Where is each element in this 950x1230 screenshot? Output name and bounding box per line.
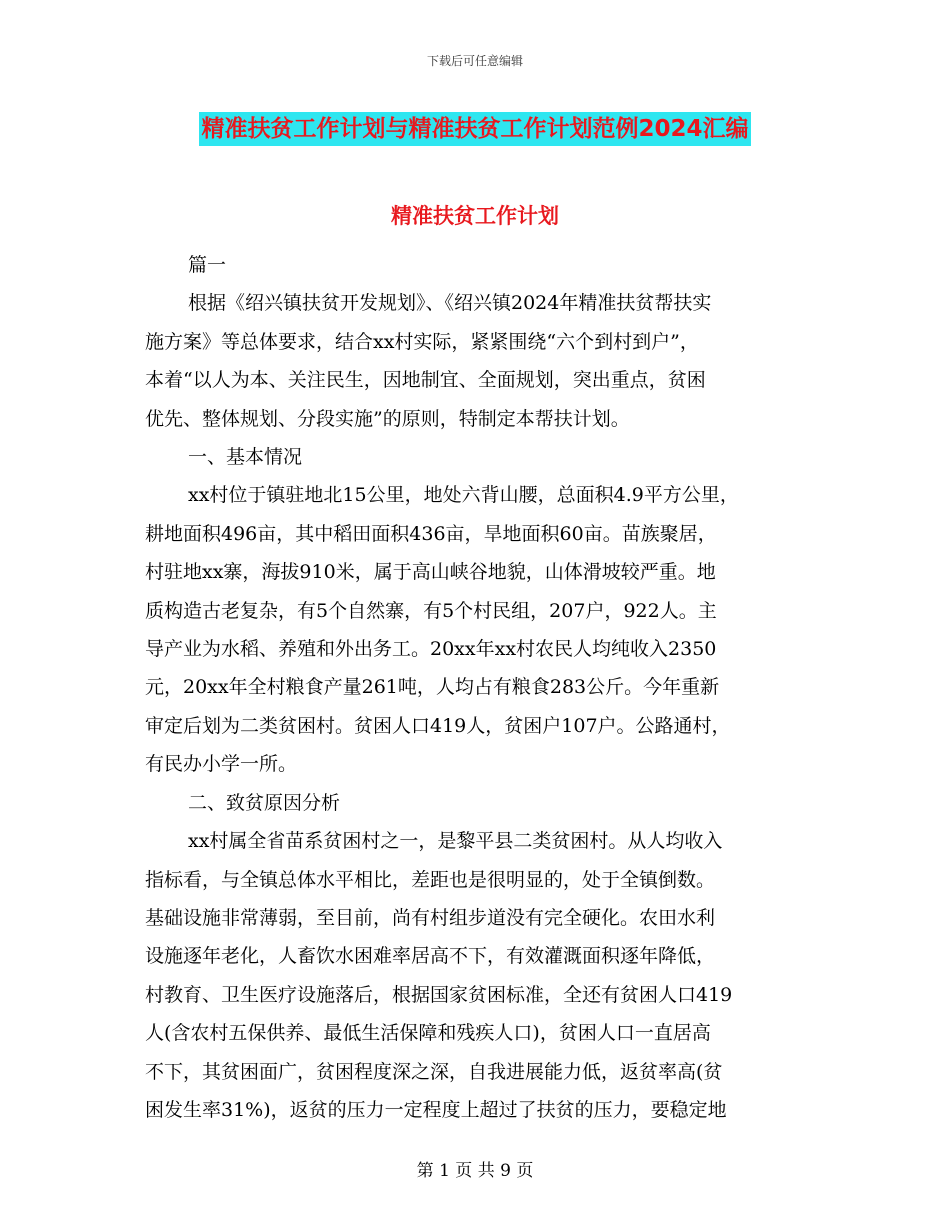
text-line: xx村位于镇驻地北15公里，地处六背山腰，总面积4.9平方公里， bbox=[188, 484, 739, 507]
text-line: 本着“以人为本、关注民生，因地制宜、全面规划，突出重点，贫困 bbox=[145, 369, 706, 392]
text-line: 设施逐年老化，人畜饮水困难率居高不下，有效灌溉面积逐年降低， bbox=[145, 945, 716, 968]
text-line: 村驻地xx寨，海拔910米，属于高山峡谷地貌，山体滑坡较严重。地 bbox=[145, 561, 716, 584]
header-note: 下载后可任意编辑 bbox=[426, 54, 523, 68]
text-line: 村教育、卫生医疗设施落后，根据国家贫困标准，全还有贫困人口419 bbox=[145, 983, 733, 1006]
text-line: 指标看，与全镇总体水平相比，差距也是很明显的，处于全镇倒数。 bbox=[145, 868, 716, 891]
text-line: 耕地面积496亩，其中稻田面积436亩，旱地面积60亩。苗族聚居， bbox=[145, 522, 717, 545]
text-line: 基础设施非常薄弱，至目前，尚有村组步道没有完全硬化。农田水利 bbox=[145, 906, 716, 929]
text-line: 导产业为水稻、养殖和外出务工。20xx年xx村农民人均纯收入2350 bbox=[145, 638, 717, 661]
text-line: 不下，其贫困面广，贫困程度深之深，自我进展能力低，返贫率高(贫 bbox=[145, 1060, 723, 1083]
document-title: 精准扶贫工作计划与精准扶贫工作计划范例2024汇编 bbox=[199, 112, 750, 146]
text-line: 优先、整体规划、分段实施”的原则，特制定本帮扶计划。 bbox=[145, 407, 630, 430]
text-line: 一、基本情况 bbox=[188, 446, 303, 469]
text-line: 质构造古老复杂，有5个自然寨，有5个村民组，207户，922人。主 bbox=[145, 599, 717, 622]
document-title-container bbox=[0, 112, 950, 146]
section-title: 精准扶贫工作计划 bbox=[391, 204, 559, 228]
text-line: 审定后划为二类贫困村。贫困人口419人，贫困户107户。公路通村， bbox=[145, 714, 731, 737]
text-line: 二、致贫原因分析 bbox=[188, 791, 341, 814]
page-footer: 第 1 页 共 9 页 bbox=[416, 1161, 534, 1181]
text-line: 元，20xx年全村粮食产量261吨，人均占有粮食283公斤。今年重新 bbox=[145, 676, 720, 699]
text-line: 有民办小学一所。 bbox=[145, 753, 298, 776]
text-line: 施方案》等总体要求，结合xx村实际，紧紧围绕“六个到村到户”， bbox=[145, 330, 699, 353]
text-line: 人(含农村五保供养、最低生活保障和残疾人口)，贫困人口一直居高 bbox=[145, 1022, 711, 1045]
text-line: 困发生率31%)，返贫的压力一定程度上超过了扶贫的压力，要稳定地 bbox=[145, 1098, 727, 1121]
text-line: 篇一 bbox=[188, 254, 227, 276]
text-line: 根据《绍兴镇扶贫开发规划》、《绍兴镇2024年精准扶贫帮扶实 bbox=[188, 292, 712, 315]
text-line: xx村属全省苗系贫困村之一，是黎平县二类贫困村。从人均收入 bbox=[188, 830, 723, 853]
document-body bbox=[145, 246, 805, 1129]
